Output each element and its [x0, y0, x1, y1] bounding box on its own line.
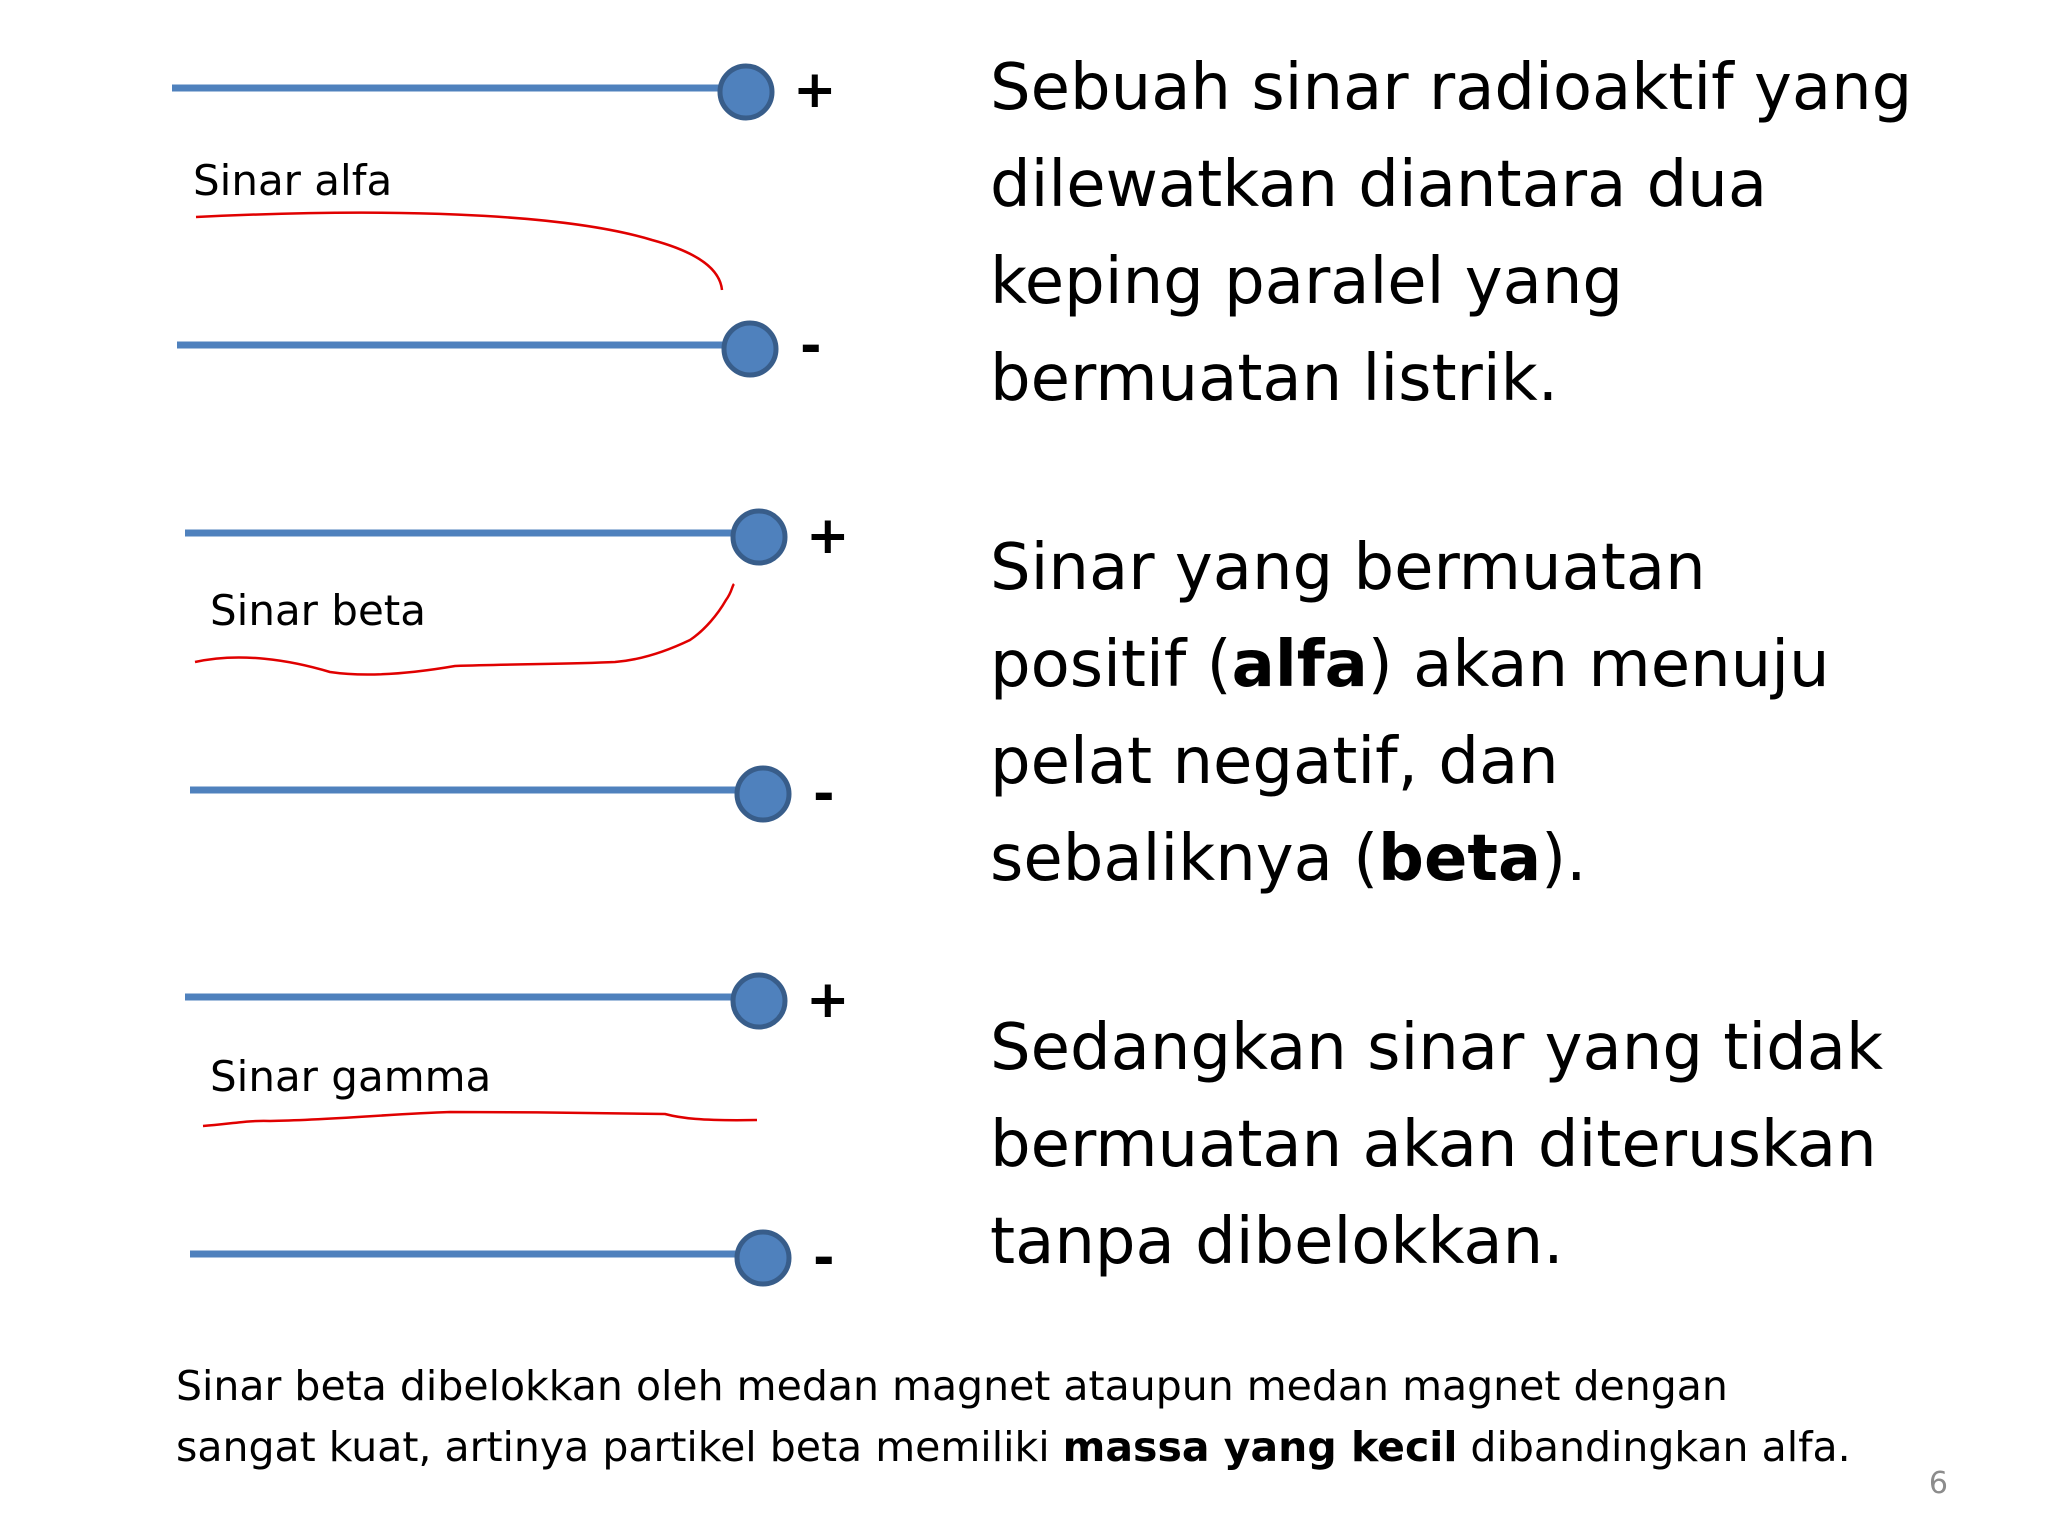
alfa-emphasis: alfa: [1231, 628, 1368, 702]
bottom-note-line-1: Sinar beta dibelokkan oleh medan magnet ataupun medan magnet dengan: [176, 1362, 1728, 1410]
gamma-ray-label: Sinar gamma: [210, 1052, 492, 1101]
bottom-note-line-2-post: dibandingkan alfa.: [1457, 1423, 1851, 1471]
beta-top-sign: +: [806, 506, 850, 566]
paragraph-setup-line-1: Sebuah sinar radioaktif yang: [990, 51, 1913, 125]
alfa-ray-label: Sinar alfa: [193, 156, 393, 205]
paragraph-charged-line-2-post: ) akan menuju: [1367, 628, 1830, 702]
beta-bottom-plate-dot: [737, 768, 789, 820]
beta-top-plate-dot: [733, 511, 785, 563]
gamma-bottom-sign: -: [813, 1228, 835, 1288]
alfa-bottom-plate-dot: [724, 323, 776, 375]
bottom-note-line-2-pre: sangat kuat, artinya partikel beta memiliki: [176, 1423, 1063, 1471]
paragraph-charged-rays: [990, 520, 1990, 908]
paragraph-charged-line-3: pelat negatif, dan: [990, 725, 1559, 799]
paragraph-setup-line-4: bermuatan listrik.: [990, 342, 1559, 416]
alfa-top-plate-dot: [720, 66, 772, 118]
gamma-ray-path: [203, 1112, 757, 1126]
paragraph-charged-line-2-pre: positif (: [990, 628, 1232, 702]
beta-ray-label: Sinar beta: [210, 586, 427, 635]
mass-emphasis: massa yang kecil: [1062, 1423, 1458, 1471]
alfa-bottom-sign: -: [800, 316, 822, 376]
page-number: 6: [1928, 1466, 1948, 1501]
gamma-top-sign: +: [806, 970, 850, 1030]
paragraph-charged-line-4-post: ).: [1541, 822, 1587, 896]
paragraph-charged-line-4-pre: sebaliknya (: [990, 822, 1379, 896]
beta-emphasis: beta: [1378, 822, 1542, 896]
beta-bottom-sign: -: [813, 764, 835, 824]
paragraph-neutral-line-3: tanpa dibelokkan.: [990, 1205, 1564, 1279]
bottom-note: [176, 1356, 1896, 1478]
paragraph-setup-line-3: keping paralel yang: [990, 245, 1624, 319]
paragraph-neutral-line-1: Sedangkan sinar yang tidak: [990, 1011, 1884, 1085]
alfa-top-sign: +: [793, 60, 837, 120]
paragraph-charged-line-1: Sinar yang bermuatan: [990, 531, 1706, 605]
paragraph-neutral-rays: [990, 1000, 1990, 1291]
gamma-top-plate-dot: [733, 975, 785, 1027]
paragraph-setup-line-2: dilewatkan diantara dua: [990, 148, 1768, 222]
paragraph-neutral-line-2: bermuatan akan diteruskan: [990, 1108, 1877, 1182]
plates-diagram: [0, 0, 1000, 1340]
paragraph-setup: [990, 40, 1990, 428]
gamma-bottom-plate-dot: [737, 1232, 789, 1284]
alfa-ray-path: [196, 213, 722, 290]
